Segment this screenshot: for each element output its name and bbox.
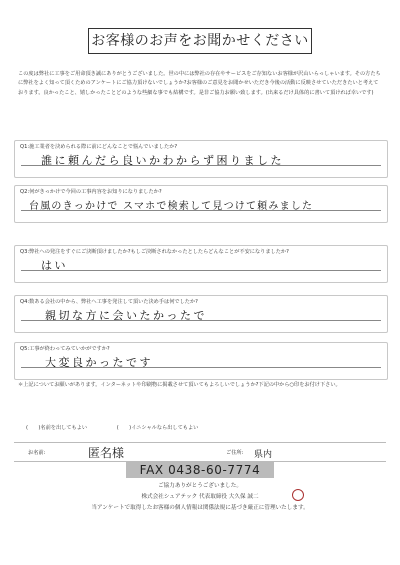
answer-4: 親切な方に会いたかったで (45, 309, 207, 322)
answer-3-underline (21, 270, 381, 271)
question-3-label: Q3:弊社への発注をすぐにご決断頂けましたか?もしご決断されなかったとしたらどんなことが不安になりましたか? (20, 249, 289, 255)
question-1-label: Q1:施工業者を決められる際に前にどんなことで悩んでいましたか? (20, 144, 178, 150)
address-label: ご住所: (226, 450, 244, 456)
answer-5: 大変良かったです (45, 356, 153, 369)
option-initial-ok: ( )イニシャルなら出してもよい (116, 425, 199, 431)
seal-stamp (292, 489, 304, 501)
question-card-3 (14, 245, 388, 283)
publication-request: ＊上記についてお願いがあります。インターネットや印刷物に掲載させて頂いてもよろしいでしょうか?下記の中から○印をお付け下さい。 (18, 382, 341, 388)
fax-number: FAX 0438-60-7774 (126, 462, 274, 478)
question-5-label: Q5:工事が終わってみていかがですか? (20, 346, 110, 352)
answer-3: はい (41, 259, 68, 272)
thanks-text: ご協力ありがとうございました。 (158, 483, 242, 489)
question-card-1 (14, 140, 388, 178)
answer-2: 台風のきっかけで スマホで検索して見つけて頼みました (29, 201, 314, 212)
answer-1: 誰に頼んだら良いかわからず困りました (41, 154, 284, 167)
answer-1-underline (21, 165, 381, 166)
option-name-ok: ( )名前を出してもよい (26, 425, 88, 431)
publication-options (26, 424, 386, 431)
answer-4-underline (21, 320, 381, 321)
answer-2-underline (21, 210, 381, 211)
question-card-2 (14, 185, 388, 223)
name-address-row (14, 442, 386, 462)
page-title: お客様のお声をお聞かせください (88, 28, 312, 54)
company-signature: 株式会社シュアテック 代表取締役 大久保 誠二 (141, 494, 259, 500)
name-label: お名前: (28, 450, 46, 456)
privacy-notice: 当アンケートで取得したお客様の個人情報は関係法規に基づき厳正に管理いたします。 (91, 505, 309, 511)
question-4-label: Q4:数ある会社の中から、弊社へ工事を発注して頂いた決め手は何でしたか? (20, 299, 198, 305)
address-value: 県内 (254, 450, 273, 460)
question-2-label: Q2:何がきっかけで今回の工事内容をお知りになりましたか? (20, 189, 162, 195)
question-card-5 (14, 342, 388, 380)
name-value: 匿名様 (88, 446, 125, 460)
answer-5-underline (21, 367, 381, 368)
question-card-4 (14, 295, 388, 333)
intro-text: この度は弊社に工事をご用命頂き誠にありがとうございました。世の中には弊社の存在やサービスをご存知ないお客様が沢山いらっしゃいます。その方たちに弊社をよく知って頂くためのアンケートにご協力頂けないでしょうか?お客様のご意見をお聞かせいただき今後の活動に反映させていただきたいと考えております。良かったこと、嬉しかったことどのような些細な事でも結構です。是非ご協力お願い致します。(出来るだけ具体的に書いて頂ければ幸いです) (18, 71, 381, 96)
